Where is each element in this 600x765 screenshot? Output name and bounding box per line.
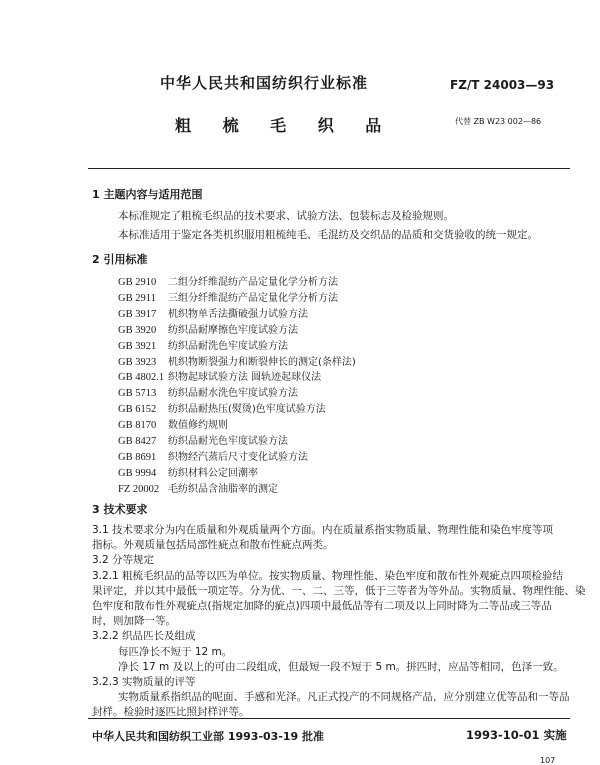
- reference-title: 机织物断裂强力和断裂伸长的测定(条样法): [168, 356, 356, 368]
- reference-title: 纺织品耐热压(熨烫)色牢度试验方法: [168, 404, 326, 416]
- reference-title: 纺织品耐水洗色牢度试验方法: [168, 388, 298, 400]
- reference-title: 毛纺织品含油脂率的测定: [168, 483, 278, 495]
- section-1-paragraph: 本标准适用于鉴定各类机织服用粗梳纯毛、毛混纺及交织品的品质和交货验收的统一规定。: [118, 229, 538, 241]
- reference-title: 纺织品耐光色牢度试验方法: [168, 436, 288, 447]
- reference-title: 织物经汽蒸后尺寸变化试验方法: [168, 451, 308, 463]
- reference-code: GB 8427: [118, 436, 157, 447]
- reference-title: 纺织品耐洗色牢度试验方法: [168, 340, 288, 352]
- reference-code: GB 3917: [118, 308, 157, 320]
- section-3-line: 3.2.2 织品匹长及组成: [92, 630, 196, 643]
- section-3-line: 色牢度和散布性外观疵点(指规定加降的疵点)四项中最低品等有二项及以上同时降为二等品或三等品: [92, 600, 552, 612]
- standard-title: 中华人民共和国纺织行业标准: [160, 74, 369, 92]
- replaces-note: 代替 ZB W23 002—86: [455, 117, 542, 126]
- reference-item: [118, 289, 338, 304]
- reference-code: GB 8691: [118, 451, 157, 463]
- section-2-heading: 2 引用标准: [92, 253, 148, 266]
- reference-code: GB 5713: [118, 388, 157, 400]
- reference-title: 二组分纤维混纺产品定量化学分析方法: [168, 277, 338, 288]
- section-3-line: 每匹净长不短于 12 m。: [118, 645, 233, 658]
- section-3-line: 果评定，并以其中最低一项定等。分为优、一、二、三等，低于三等者为等外品。实物质量、物理性能、染: [92, 584, 586, 597]
- reference-code: GB 8170: [118, 420, 157, 432]
- section-3-line: 封样。检验时逐匹比照封样评等。: [92, 706, 250, 719]
- reference-item: [118, 432, 288, 447]
- reference-item: [118, 353, 356, 368]
- reference-code: GB 6152: [118, 404, 157, 416]
- reference-code: GB 2911: [118, 292, 156, 304]
- reference-item: [118, 416, 228, 431]
- reference-item: [118, 400, 326, 415]
- reference-item: [118, 464, 258, 479]
- section-3-heading: 3 技术要求: [92, 503, 148, 516]
- reference-code: GB 9994: [118, 467, 157, 479]
- header-divider: [88, 168, 570, 169]
- document-title: 粗 梳 毛 织 品: [175, 116, 384, 135]
- section-1-paragraph: 本标准规定了粗梳毛织品的技术要求、试验方法、包装标志及检验规则。: [118, 210, 454, 222]
- section-3-line: 实物质量系指织品的呢面、手感和光泽。凡正式投产的不同规格产品，应分别建立优等品和一等品: [118, 691, 570, 704]
- reference-item: [118, 305, 308, 320]
- reference-code: FZ 20002: [118, 483, 160, 495]
- reference-item: [118, 384, 298, 399]
- reference-item: [118, 368, 321, 383]
- reference-code: GB 4802.1: [118, 372, 165, 384]
- page-number: 107: [540, 756, 556, 765]
- reference-item: [118, 480, 278, 495]
- reference-code: GB 3921: [118, 340, 157, 352]
- effective-date: 1993-10-01 实施: [466, 728, 567, 742]
- section-3-line: 3.2.1 粗梳毛织品的品等以匹为单位。按实物质量、物理性能、染色牢度和散布性外观疵点四项检验结: [92, 569, 564, 582]
- reference-item: [118, 448, 308, 463]
- reference-title: 数值修约规则: [168, 420, 228, 432]
- reference-item: [118, 337, 288, 352]
- section-1-heading: 1 主题内容与适用范围: [92, 188, 203, 201]
- reference-item: [118, 273, 338, 288]
- reference-title: 机织物单舌法撕破强力试验方法: [168, 308, 308, 320]
- section-3-line: 3.1 技术要求分为内在质量和外观质量两个方面。内在质量系指实物质量、物理性能和染色牢度等项: [92, 524, 554, 536]
- approval-line: 中华人民共和国纺织工业部 1993-03-19 批准: [92, 730, 325, 743]
- section-3-line: 3.2.3 实物质量的评等: [92, 676, 196, 688]
- section-3-line: 时，则加降一等。: [92, 615, 176, 628]
- reference-code: GB 3920: [118, 324, 157, 336]
- reference-item: [118, 321, 298, 336]
- reference-title: 三组分纤维混纺产品定量化学分析方法: [168, 292, 338, 304]
- reference-code: GB 3923: [118, 356, 157, 368]
- standard-code: FZ/T 24003—93: [450, 78, 555, 92]
- reference-title: 纺织品耐摩擦色牢度试验方法: [168, 324, 298, 336]
- section-3-line: 指标。外观质量包括局部性疵点和散布性疵点两类。: [92, 539, 334, 552]
- section-3-line: 净长 17 m 及以上的可由二段组成，但最短一段不短于 5 m。拼匹时，应品等相同，色泽一致。: [118, 660, 564, 673]
- reference-title: 纺织材料公定回潮率: [168, 467, 258, 479]
- section-3-line: 3.2 分等规定: [92, 554, 155, 567]
- footer-divider: [88, 718, 570, 719]
- reference-code: GB 2910: [118, 277, 157, 288]
- reference-title: 织物起球试验方法 圆轨迹起球仪法: [168, 372, 322, 384]
